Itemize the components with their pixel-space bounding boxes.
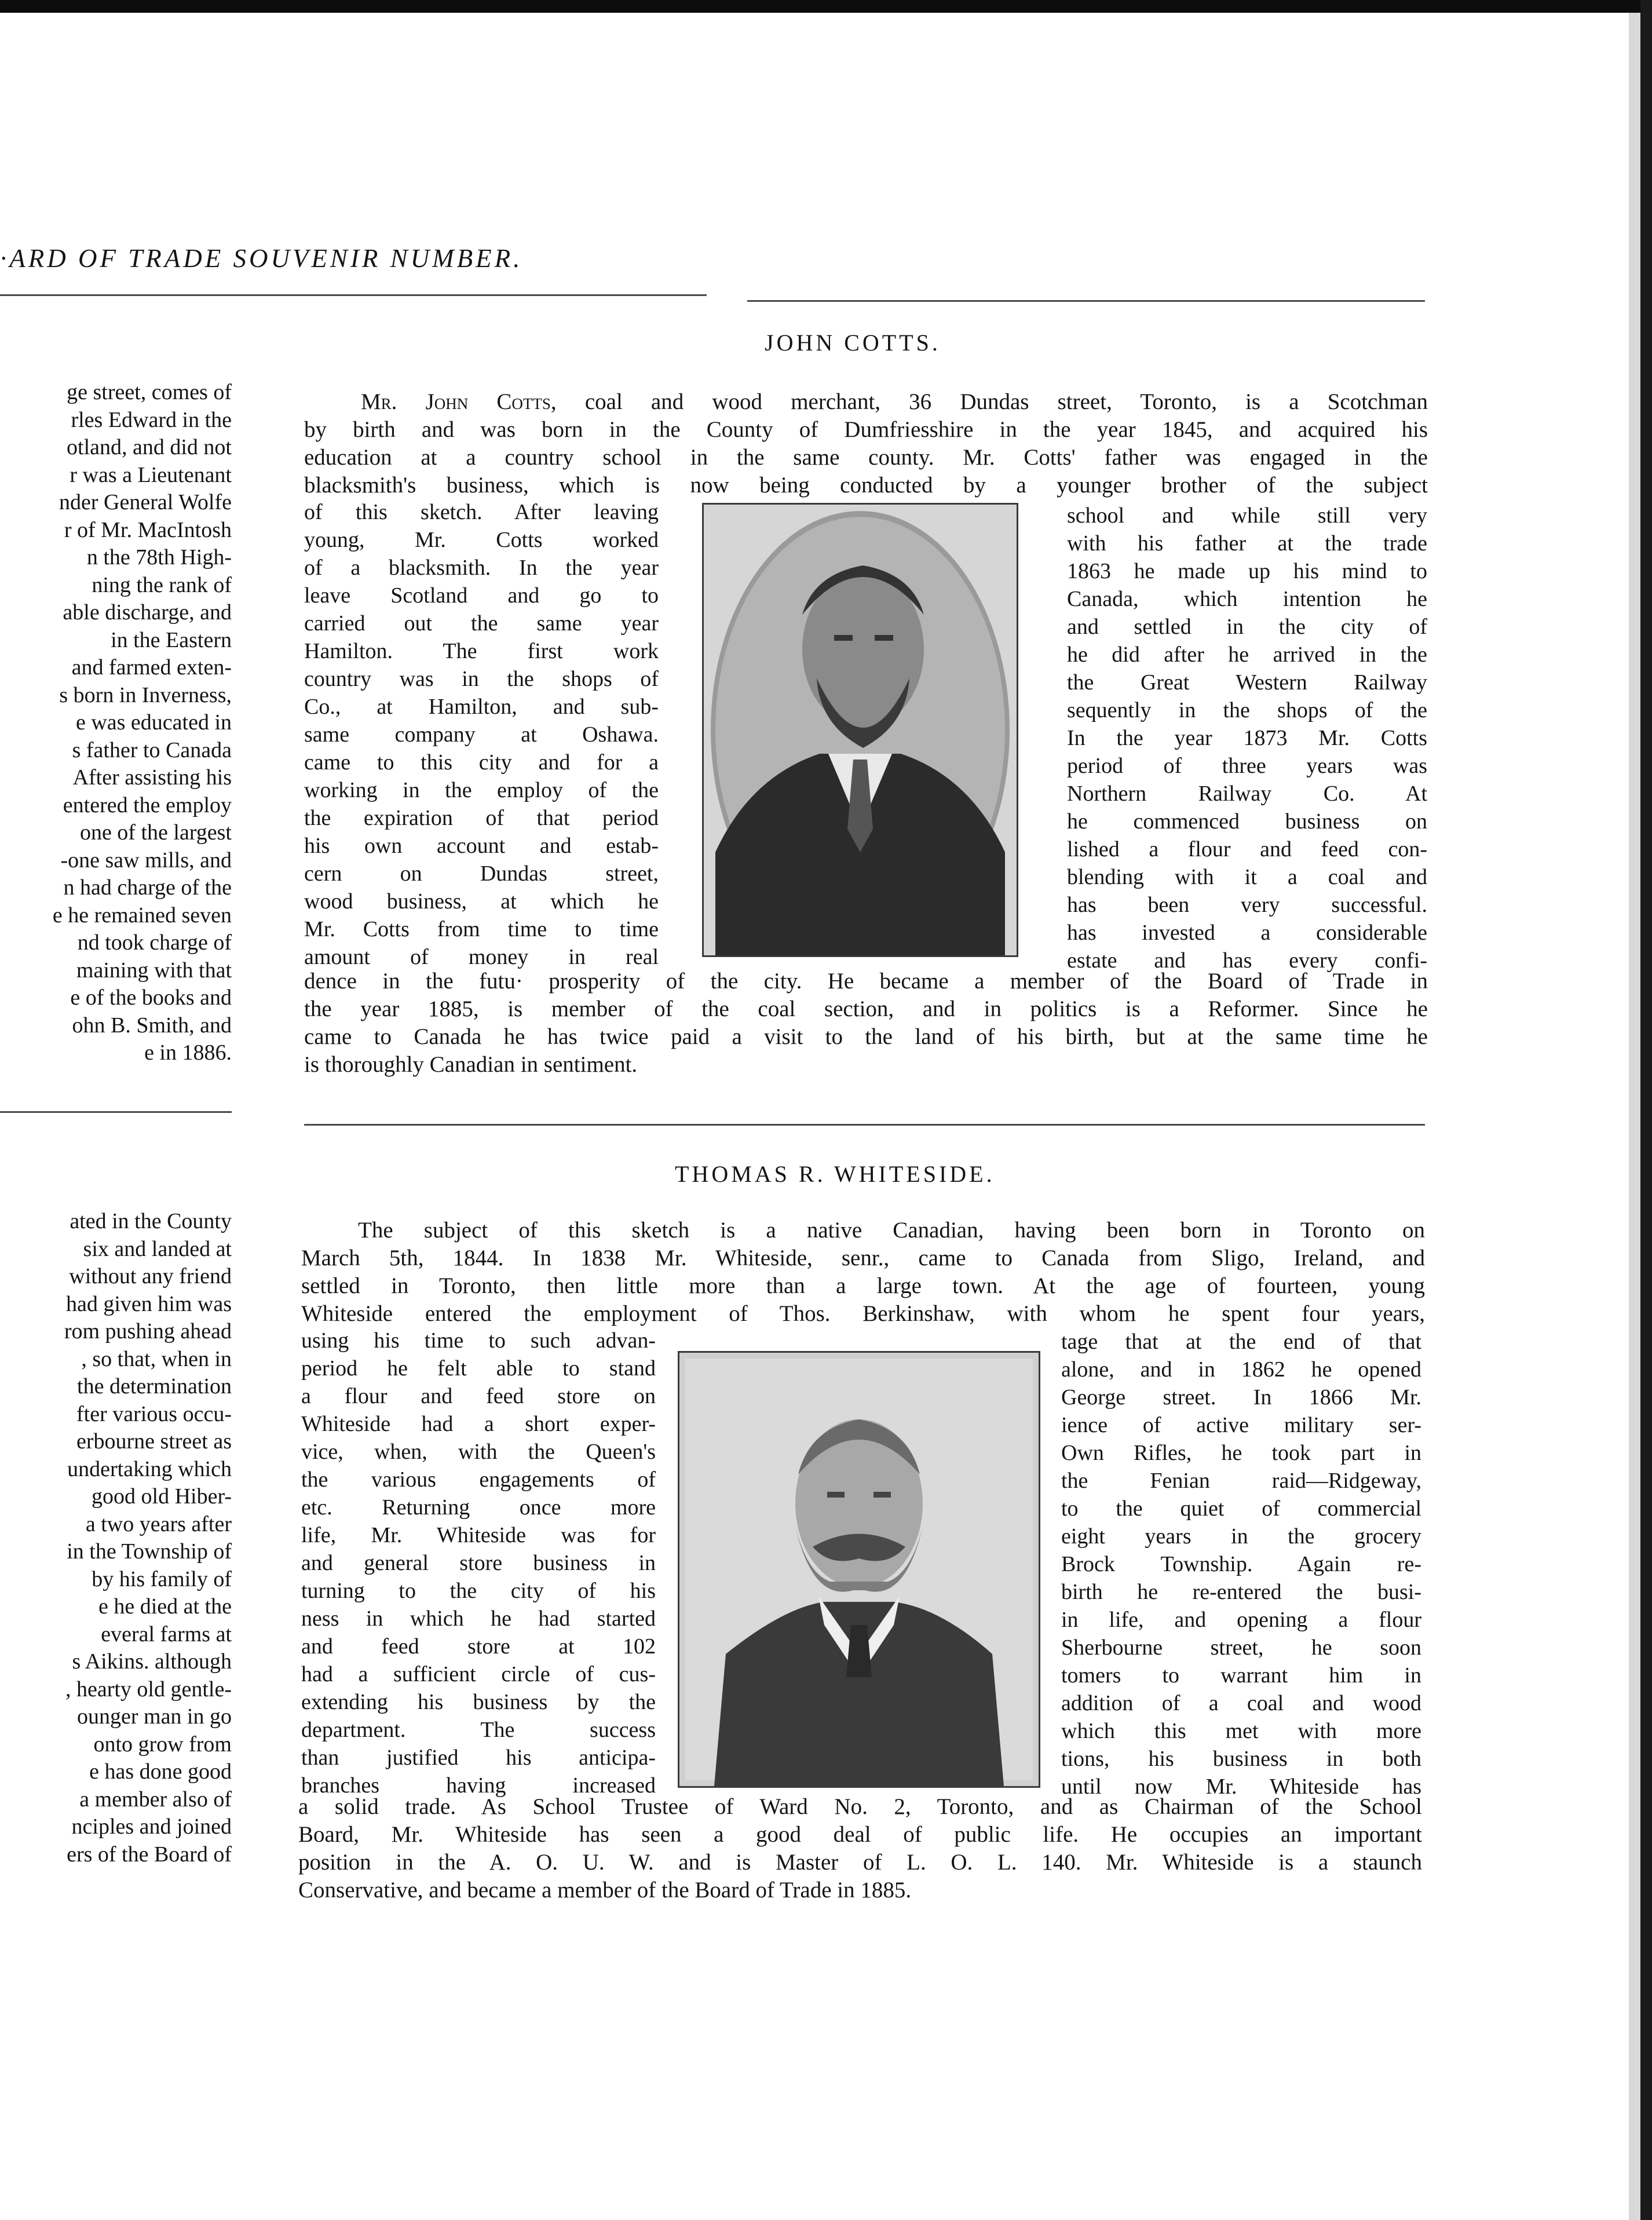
left-column-line: s born in Inverness, <box>59 682 232 707</box>
cotts-right-line: has invested a considerable <box>1067 921 1427 945</box>
cotts-left-line: Mr. Cotts from time to time <box>304 917 659 941</box>
cotts-right-line: school and while still very <box>1067 503 1427 528</box>
whiteside-right-line: tions, his business in both <box>1061 1747 1421 1771</box>
whiteside-text-line: Whiteside entered the employment of Thos. Berkinshaw, with whom he spent four years, <box>301 1301 1425 1326</box>
whiteside-left-line: vice, when, with the Queen's <box>301 1440 656 1464</box>
whiteside-left-line: period he felt able to stand <box>301 1356 656 1381</box>
running-head: ·ARD OF TRADE SOUVENIR NUMBER. <box>0 244 523 273</box>
left-column-line: erbourne street as <box>76 1429 232 1454</box>
left-column-line: s father to Canada <box>72 737 232 762</box>
whiteside-left-line: life, Mr. Whiteside was for <box>301 1523 656 1547</box>
left-column-line: good old Hiber- <box>92 1484 232 1509</box>
left-column-line: one of the largest <box>79 820 232 845</box>
cotts-left-line: young, Mr. Cotts worked <box>304 528 659 552</box>
whiteside-right-line: the Fenian raid—Ridgeway, <box>1061 1469 1421 1493</box>
left-column-line: able discharge, and <box>63 600 232 625</box>
cotts-right-line: In the year 1873 Mr. Cotts <box>1067 726 1427 750</box>
left-column-line: without any friend <box>69 1264 232 1288</box>
whiteside-right-line: addition of a coal and wood <box>1061 1691 1421 1715</box>
left-column-line: nder General Wolfe <box>59 490 232 514</box>
left-column-line: everal farms at <box>101 1622 232 1646</box>
left-column-line: six and landed at <box>83 1236 232 1261</box>
left-column-line: fter various occu- <box>76 1401 232 1426</box>
whiteside-right-line: tomers to warrant him in <box>1061 1663 1421 1688</box>
cotts-left-line: cern on Dundas street, <box>304 861 659 886</box>
left-column-top <box>0 379 232 1067</box>
left-column-line: entered the employ <box>63 793 232 817</box>
whiteside-left-line: had a sufficient circle of cus- <box>301 1662 656 1686</box>
thomas-whiteside-photo-image <box>679 1353 1039 1786</box>
whiteside-right-line: Own Rifles, he took part in <box>1061 1441 1421 1465</box>
whiteside-right-line: in life, and opening a flour <box>1061 1608 1421 1632</box>
cotts-intro <box>304 388 1428 499</box>
left-column-line: ge street, comes of <box>67 380 232 404</box>
left-column-line: e he died at the <box>98 1594 232 1619</box>
whiteside-right-line: George street. In 1866 Mr. <box>1061 1385 1421 1410</box>
whiteside-left-line: extending his business by the <box>301 1690 656 1714</box>
whiteside-left-line: and general store business in <box>301 1551 656 1575</box>
whiteside-left-column <box>301 1327 656 1799</box>
left-column-line: had given him was <box>65 1291 232 1316</box>
left-column-line: ated in the County <box>70 1209 232 1233</box>
whiteside-right-line: tage that at the end of that <box>1061 1330 1421 1354</box>
whiteside-left-line: and feed store at 102 <box>301 1634 656 1659</box>
whiteside-left-line: than justified his anticipa- <box>301 1746 656 1770</box>
cotts-left-line: Hamilton. The first work <box>304 639 659 663</box>
left-column-line: and farmed exten- <box>71 655 232 680</box>
left-column-line: undertaking which <box>67 1456 232 1481</box>
whiteside-text-line: Board, Mr. Whiteside has seen a good deal of public life. He occupies an important <box>298 1822 1422 1847</box>
left-column-line: e was educated in <box>75 710 232 735</box>
cotts-text-line: by birth and was born in the County of Dumfriesshire in the year 1845, and acquired his <box>304 417 1428 442</box>
cotts-right-line: estate and has every confi- <box>1067 948 1427 973</box>
left-column-line: r of Mr. MacIntosh <box>64 517 232 542</box>
cotts-left-line: the expiration of that period <box>304 806 659 830</box>
cotts-text-line: the year 1885, is member of the coal section, and in politics is a Reformer. Since he <box>304 996 1428 1021</box>
cotts-left-line: country was in the shops of <box>304 667 659 691</box>
left-column-line: , hearty old gentle- <box>65 1677 232 1701</box>
whiteside-right-column <box>1061 1328 1421 1801</box>
left-column-line: n had charge of the <box>63 875 232 900</box>
whiteside-text-line: settled in Toronto, then little more than a large town. At the age of fourteen, young <box>301 1273 1425 1298</box>
left-column-line: r was a Lieutenant <box>70 462 232 487</box>
whiteside-left-line: branches having increased <box>301 1773 656 1798</box>
cotts-right-line: lished a flour and feed con- <box>1067 837 1427 861</box>
cotts-left-line: carried out the same year <box>304 611 659 636</box>
left-column-line: nd took charge of <box>77 930 232 955</box>
cotts-right-line: blending with it a coal and <box>1067 865 1427 889</box>
header-rule-right <box>747 300 1425 302</box>
cotts-left-line: same company at Oshawa. <box>304 722 659 747</box>
cotts-right-line: he did after he arrived in the <box>1067 642 1427 667</box>
left-column-line: rles Edward in the <box>71 407 232 432</box>
cotts-left-line: wood business, at which he <box>304 889 659 914</box>
left-column-line: ers of the Board of <box>67 1842 232 1867</box>
left-column-line: e in 1886. <box>144 1040 232 1065</box>
whiteside-text-line: March 5th, 1844. In 1838 Mr. Whiteside, senr., came to Canada from Sligo, Ireland, and <box>301 1246 1425 1270</box>
left-column-bottom <box>0 1208 232 1868</box>
cotts-left-line: his own account and estab- <box>304 834 659 858</box>
cotts-text-line: blacksmith's business, which is now being conducted by a younger brother of the subject <box>304 473 1428 498</box>
left-column-line: nciples and joined <box>71 1814 232 1839</box>
cotts-left-line: Co., at Hamilton, and sub- <box>304 695 659 719</box>
whiteside-right-line: alone, and in 1862 he opened <box>1061 1357 1421 1382</box>
left-column-line: , so that, when in <box>81 1346 232 1371</box>
left-column-line: -one saw mills, and <box>60 848 232 872</box>
cotts-right-line: has been very successful. <box>1067 893 1427 917</box>
left-column-line: maining with that <box>76 958 232 983</box>
cotts-title: JOHN COTTS. <box>765 330 941 356</box>
left-column-line: After assisting his <box>72 765 232 790</box>
left-column-rule <box>0 1111 232 1113</box>
cotts-text-line: dence in the futu· prosperity of the city. He became a member of the Board of Trade in <box>304 969 1428 994</box>
left-column-line: n the 78th High- <box>86 545 232 569</box>
cotts-left-line: working in the employ of the <box>304 778 659 802</box>
cotts-first-rest: coal and wood merchant, 36 Dundas street, Toronto, is a Scotchman <box>556 389 1428 414</box>
left-column-line: the determination <box>77 1374 232 1399</box>
whiteside-right-line: to the quiet of commercial <box>1061 1496 1421 1521</box>
left-column-line: s Aikins. although <box>72 1649 232 1674</box>
cotts-left-line: came to this city and for a <box>304 750 659 775</box>
whiteside-left-line: turning to the city of his <box>301 1579 656 1603</box>
whiteside-left-line: the various engagements of <box>301 1467 656 1492</box>
cotts-name-lead: Mr. John Cotts, <box>361 389 557 414</box>
whiteside-text-line: a solid trade. As School Trustee of Ward No. 2, Toronto, and as Chairman of the School <box>298 1794 1422 1819</box>
scan-right-edge <box>1640 0 1652 2220</box>
left-column-line: otland, and did not <box>67 435 232 459</box>
left-column-line: ning the rank of <box>92 572 232 597</box>
cotts-right-line: he commenced business on <box>1067 809 1427 834</box>
scan-top-edge <box>0 0 1652 13</box>
cotts-right-line: the Great Western Railway <box>1067 670 1427 695</box>
whiteside-right-line: birth he re-entered the busi- <box>1061 1580 1421 1604</box>
left-column-line: a member also of <box>79 1787 232 1812</box>
whiteside-title: THOMAS R. WHITESIDE. <box>675 1161 995 1187</box>
john-cotts-photo-image <box>704 505 1017 955</box>
left-column-line: e has done good <box>89 1759 232 1784</box>
cotts-right-line: Northern Railway Co. At <box>1067 782 1427 806</box>
whiteside-right-line: until now Mr. Whiteside has <box>1061 1774 1421 1799</box>
left-column-line: in the Township of <box>67 1539 232 1564</box>
cotts-text-line: is thoroughly Canadian in sentiment. <box>304 1052 638 1077</box>
header-rule-left <box>0 294 707 296</box>
section-divider-rule <box>304 1124 1425 1126</box>
left-column-line: a two years after <box>85 1511 232 1536</box>
cotts-right-line: Canada, which intention he <box>1067 587 1427 611</box>
cotts-left-line: of a blacksmith. In the year <box>304 556 659 580</box>
left-column-line: e he remained seven <box>52 903 232 928</box>
whiteside-right-line: ience of active military ser- <box>1061 1413 1421 1437</box>
left-column-line: rom pushing ahead <box>64 1319 232 1343</box>
thomas-whiteside-portrait <box>678 1351 1040 1788</box>
cotts-conclusion <box>304 967 1428 1079</box>
whiteside-left-line: etc. Returning once more <box>301 1495 656 1520</box>
whiteside-text-line: Conservative, and became a member of the Board of Trade in 1885. <box>298 1878 912 1903</box>
whiteside-right-line: eight years in the grocery <box>1061 1524 1421 1549</box>
cotts-left-line: amount of money in real <box>304 945 659 969</box>
left-column-line: by his family of <box>92 1567 232 1591</box>
cotts-left-line: of this sketch. After leaving <box>304 500 659 524</box>
left-column-line: in the Eastern <box>111 627 232 652</box>
cotts-right-line: and settled in the city of <box>1067 615 1427 639</box>
whiteside-left-line: a flour and feed store on <box>301 1384 656 1408</box>
whiteside-text-line: position in the A. O. U. W. and is Master of L. O. L. 140. Mr. Whiteside is a staunch <box>298 1850 1422 1875</box>
left-column-line: e of the books and <box>70 985 232 1010</box>
scan-right-margin <box>1629 13 1640 2220</box>
whiteside-left-line: using his time to such advan- <box>301 1328 656 1353</box>
whiteside-right-line: Brock Township. Again re- <box>1061 1552 1421 1576</box>
cotts-right-line: 1863 he made up his mind to <box>1067 559 1427 583</box>
cotts-left-line: leave Scotland and go to <box>304 583 659 608</box>
cotts-first-line <box>304 388 1428 416</box>
john-cotts-portrait <box>702 503 1018 957</box>
left-column-line: ounger man in go <box>76 1704 232 1729</box>
left-column-line: ohn B. Smith, and <box>72 1013 232 1038</box>
cotts-right-line: sequently in the shops of the <box>1067 698 1427 722</box>
left-column-line: onto grow from <box>93 1732 232 1757</box>
cotts-left-column <box>304 498 659 971</box>
whiteside-conclusion <box>298 1793 1422 1904</box>
cotts-text-line: came to Canada he has twice paid a visit to the land of his birth, but at the same time he <box>304 1024 1428 1049</box>
cotts-right-column <box>1067 502 1427 974</box>
cotts-right-line: with his father at the trade <box>1067 531 1427 556</box>
cotts-text-line: education at a country school in the same county. Mr. Cotts' father was engaged in the <box>304 445 1428 470</box>
whiteside-intro <box>301 1217 1425 1328</box>
whiteside-left-line: Whiteside had a short exper- <box>301 1412 656 1436</box>
whiteside-text-line: The subject of this sketch is a native Canadian, having been born in Toronto on <box>358 1218 1425 1243</box>
whiteside-left-line: department. The success <box>301 1718 656 1742</box>
cotts-right-line: period of three years was <box>1067 754 1427 778</box>
whiteside-right-line: Sherbourne street, he soon <box>1061 1635 1421 1660</box>
whiteside-right-line: which this met with more <box>1061 1719 1421 1743</box>
whiteside-left-line: ness in which he had started <box>301 1606 656 1631</box>
